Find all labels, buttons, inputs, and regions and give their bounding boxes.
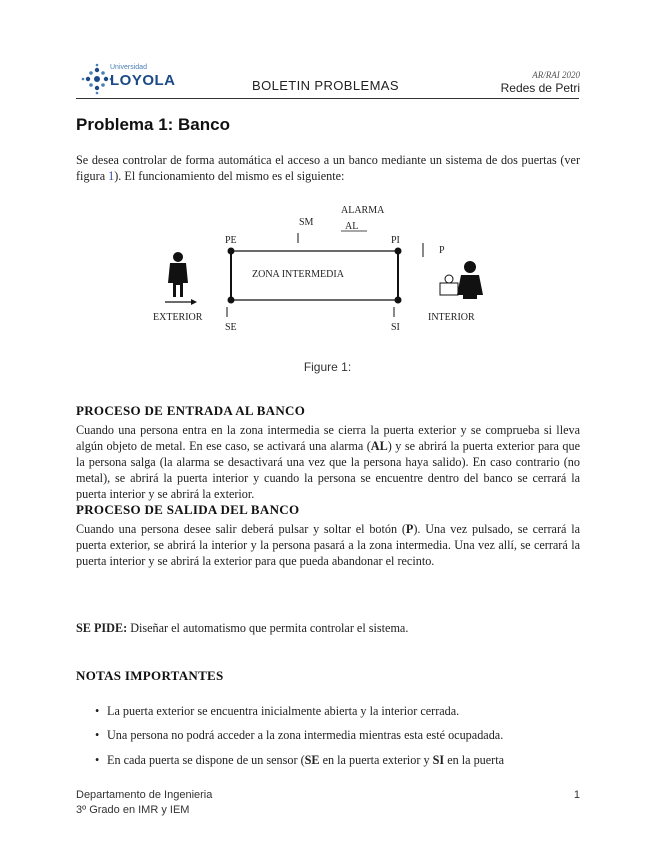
label-alarma: ALARMA: [341, 205, 385, 216]
se-pide-text: Diseñar el automatismo que permita controlar el sistema.: [127, 621, 409, 635]
figure-caption: Figure 1:: [303, 360, 352, 374]
salida-heading: PROCESO DE SALIDA DEL BANCO: [76, 502, 300, 517]
salida-paragraph: [76, 521, 580, 569]
logo-cross-icon: [82, 64, 113, 95]
sensor-si-symbol: SI: [432, 753, 445, 767]
logo-name: LOYOLA: [110, 72, 176, 89]
si-pivot: [395, 297, 402, 304]
salida-text-end: ). Una vez pulsado, se cerrará la puerta exterior, se abrirá la interior y la persona pasará a la zona intermedia. Una vez allí, se cerrará la puerta interior y se abrirá la exterior para que pueda abandonar el recinto.: [76, 522, 580, 568]
person-exterior-icon: [168, 252, 188, 297]
intro-text: Se desea controlar de forma automática el acceso a un banco mediante un sistema de dos puertas (ver figura: [76, 153, 580, 183]
label-interior: INTERIOR: [428, 312, 475, 323]
pi-pivot: [395, 248, 402, 255]
se-pide-paragraph: [76, 620, 580, 636]
alarm-symbol: AL: [370, 439, 388, 453]
list-item: • Una persona no podrá acceder a la zona intermedia mientras esta esté ocupadada.: [95, 728, 504, 742]
problem-title: Problema 1: Banco: [76, 115, 230, 134]
label-pe: PE: [225, 235, 237, 246]
entrada-text-end: ) y se abrirá la puerta exterior para que la persona salga (la alarma se desactivará una vez que la persona haya salido). En caso contrario (no metal), se abrirá la puerta interior y cuando la persona se encuentre dentro del banco se cerrará la puerta interior y se abrirá la exterior.: [76, 439, 580, 501]
bank-clerk-icon: [440, 261, 483, 299]
label-al: AL: [345, 221, 359, 232]
header-date: AR/RAI 2020: [532, 70, 580, 80]
list-item-text: en la puerta exterior y: [319, 753, 433, 767]
logo-subtitle: Universidad: [110, 64, 147, 71]
list-item-text: La puerta exterior se encuentra inicialmente abierta y la interior cerrada.: [107, 704, 460, 718]
label-se: SE: [225, 322, 237, 333]
intro-paragraph: [76, 152, 580, 184]
footer-department: Departamento de Ingenieria: [76, 789, 213, 801]
page-number: 1: [573, 789, 580, 801]
label-sm: SM: [299, 217, 314, 228]
label-pi: PI: [391, 235, 400, 246]
bank-diagram: [145, 195, 495, 335]
header-divider: [76, 98, 579, 99]
header-topic: Redes de Petri: [500, 81, 580, 95]
list-item: • En cada puerta se dispone de un sensor (SE en la puerta exterior y SI en la puerta: [95, 753, 505, 767]
label-zona-intermedia: ZONA INTERMEDIA: [252, 269, 344, 280]
label-si: SI: [391, 322, 400, 333]
button-symbol: P: [405, 522, 414, 536]
intro-text-end: ). El funcionamiento del mismo es el siguiente:: [114, 169, 345, 183]
se-pivot: [228, 297, 235, 304]
footer-grade: 3º Grado en IMR y IEM: [76, 804, 190, 816]
list-item-text: En cada puerta se dispone de un sensor (: [107, 753, 305, 767]
list-item-text: en la puerta: [444, 753, 505, 767]
list-item: • La puerta exterior se encuentra inicialmente abierta y la interior cerrada.: [95, 704, 460, 718]
label-exterior: EXTERIOR: [153, 312, 203, 323]
entrada-paragraph: [76, 422, 580, 502]
header-title: BOLETIN PROBLEMAS: [252, 78, 399, 93]
pe-pivot: [228, 248, 235, 255]
list-item-text: Una persona no podrá acceder a la zona intermedia mientras esta esté ocupadada.: [107, 728, 504, 742]
entrada-text: Cuando una persona entra en la zona intermedia se cierra la puerta exterior y se comprueba si lleva algún objeto de metal. En ese caso, se activará una alarma (: [76, 423, 580, 453]
salida-text: Cuando una persona desee salir deberá pulsar y soltar el botón (: [76, 522, 406, 536]
figure-link[interactable]: 1: [108, 169, 115, 183]
entrada-heading: PROCESO DE ENTRADA AL BANCO: [76, 403, 306, 418]
label-p: P: [439, 245, 445, 256]
sensor-se-symbol: SE: [304, 753, 320, 767]
notas-heading: NOTAS IMPORTANTES: [76, 668, 224, 683]
se-pide-label: SE PIDE:: [76, 621, 128, 635]
